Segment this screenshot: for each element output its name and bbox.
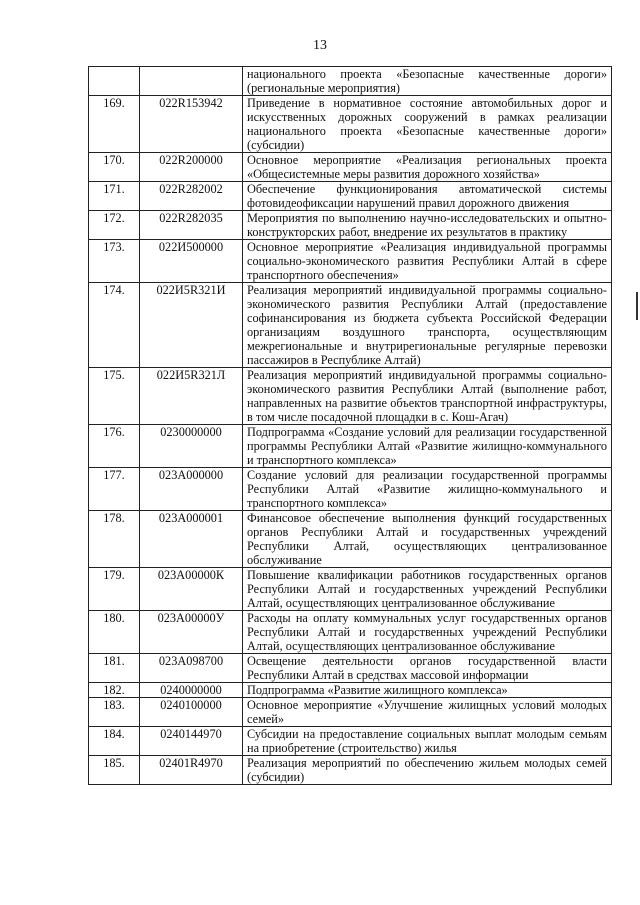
code-cell: 023А098700	[140, 654, 243, 683]
code-cell: 023А000000	[140, 468, 243, 511]
code-cell: 0240000000	[140, 683, 243, 698]
description-cell: Реализация мероприятий индивидуальной программы социально-экономического развития Республики Алтай (выполнение работ, направленных на развитие объектов транспортной инфраструктуры, в том числе посадочной площадки в с. Кош-Агач)	[243, 368, 612, 425]
code-cell: 022R282035	[140, 211, 243, 240]
code-cell	[140, 67, 243, 96]
row-number-cell: 185.	[89, 756, 140, 785]
table-row	[89, 182, 612, 211]
row-number-cell: 179.	[89, 568, 140, 611]
description-cell: Приведение в нормативное состояние автомобильных дорог и искусственных дорожных сооружений в рамках реализации национального проекта «Безопасные качественные дороги» (субсидии)	[243, 96, 612, 153]
row-number-cell: 181.	[89, 654, 140, 683]
row-number-cell: 174.	[89, 283, 140, 368]
scan-edge-mark	[636, 292, 638, 320]
row-number-cell: 184.	[89, 727, 140, 756]
description-cell: Реализация мероприятий индивидуальной программы социально-экономического развития Республики Алтай (предоставление софинансирования из бюджета субъекта Российской Федерации организациям воздушного транспорта, осуществляющим межрегиональные и внутрирегиональные регулярные перевозки пассажиров в Республике Алтай)	[243, 283, 612, 368]
description-cell: Основное мероприятие «Реализация региональных проекта «Общесистемные меры развития дорожного хозяйства»	[243, 153, 612, 182]
code-cell: 022R153942	[140, 96, 243, 153]
description-cell: Мероприятия по выполнению научно-исследовательских и опытно-конструкторских работ, внедрение их результатов в практику	[243, 211, 612, 240]
table-row	[89, 654, 612, 683]
row-number-cell: 177.	[89, 468, 140, 511]
description-cell: Реализация мероприятий по обеспечению жильем молодых семей (субсидии)	[243, 756, 612, 785]
row-number-cell	[89, 67, 140, 96]
table-row	[89, 153, 612, 182]
code-cell: 022R282002	[140, 182, 243, 211]
row-number-cell: 178.	[89, 511, 140, 568]
table-row	[89, 698, 612, 727]
description-cell: Субсидии на предоставление социальных выплат молодым семьям на приобретение (строительство) жилья	[243, 727, 612, 756]
budget-classification-table	[88, 66, 612, 785]
code-cell: 0240100000	[140, 698, 243, 727]
description-cell: Основное мероприятие «Реализация индивидуальной программы социально-экономического развития Республики Алтай в сфере транспортного обеспечения»	[243, 240, 612, 283]
description-cell: Подпрограмма «Создание условий для реализации государственной программы Республики Алтай «Развитие жилищно-коммунального и транспортного комплекса»	[243, 425, 612, 468]
code-cell: 0240144970	[140, 727, 243, 756]
row-number-cell: 172.	[89, 211, 140, 240]
row-number-cell: 183.	[89, 698, 140, 727]
table-row	[89, 568, 612, 611]
row-number-cell: 173.	[89, 240, 140, 283]
table-row	[89, 368, 612, 425]
description-cell: Обеспечение функционирования автоматической системы фотовидеофиксации нарушений правил дорожного движения	[243, 182, 612, 211]
description-cell: Повышение квалификации работников государственных органов Республики Алтай и государственных учреждений Республики Алтай, осуществляющих централизованное обслуживание	[243, 568, 612, 611]
description-cell: Создание условий для реализации государственной программы Республики Алтай «Развитие жилищно-коммунального и транспортного комплекса»	[243, 468, 612, 511]
table-row	[89, 511, 612, 568]
code-cell: 023А00000К	[140, 568, 243, 611]
description-cell: Освещение деятельности органов государственной власти Республики Алтай в средствах массовой информации	[243, 654, 612, 683]
table-row	[89, 240, 612, 283]
code-cell: 022И5R321И	[140, 283, 243, 368]
row-number-cell: 176.	[89, 425, 140, 468]
row-number-cell: 170.	[89, 153, 140, 182]
table-row	[89, 611, 612, 654]
row-number-cell: 171.	[89, 182, 140, 211]
page-number: 13	[313, 38, 327, 53]
description-cell: Подпрограмма «Развитие жилищного комплекса»	[243, 683, 612, 698]
description-cell: Основное мероприятие «Улучшение жилищных условий молодых семей»	[243, 698, 612, 727]
table-row	[89, 67, 612, 96]
table-row	[89, 96, 612, 153]
code-cell: 023А000001	[140, 511, 243, 568]
code-cell: 0230000000	[140, 425, 243, 468]
description-cell: национального проекта «Безопасные качественные дороги» (региональные мероприятия)	[243, 67, 612, 96]
table-body	[89, 67, 612, 785]
description-cell: Расходы на оплату коммунальных услуг государственных органов Республики Алтай и государственных учреждений Республики Алтай, осуществляющих централизованное обслуживание	[243, 611, 612, 654]
table-row	[89, 283, 612, 368]
row-number-cell: 180.	[89, 611, 140, 654]
code-cell: 022R200000	[140, 153, 243, 182]
row-number-cell: 182.	[89, 683, 140, 698]
row-number-cell: 169.	[89, 96, 140, 153]
row-number-cell: 175.	[89, 368, 140, 425]
table-row	[89, 756, 612, 785]
code-cell: 022И500000	[140, 240, 243, 283]
code-cell: 022И5R321Л	[140, 368, 243, 425]
code-cell: 02401R4970	[140, 756, 243, 785]
table-row	[89, 683, 612, 698]
description-cell: Финансовое обеспечение выполнения функций государственных органов Республики Алтай и государственных учреждений Республики Алтай, осуществляющих централизованное обслуживание	[243, 511, 612, 568]
table-row	[89, 211, 612, 240]
code-cell: 023А00000У	[140, 611, 243, 654]
table-row	[89, 468, 612, 511]
table-row	[89, 727, 612, 756]
table-row	[89, 425, 612, 468]
